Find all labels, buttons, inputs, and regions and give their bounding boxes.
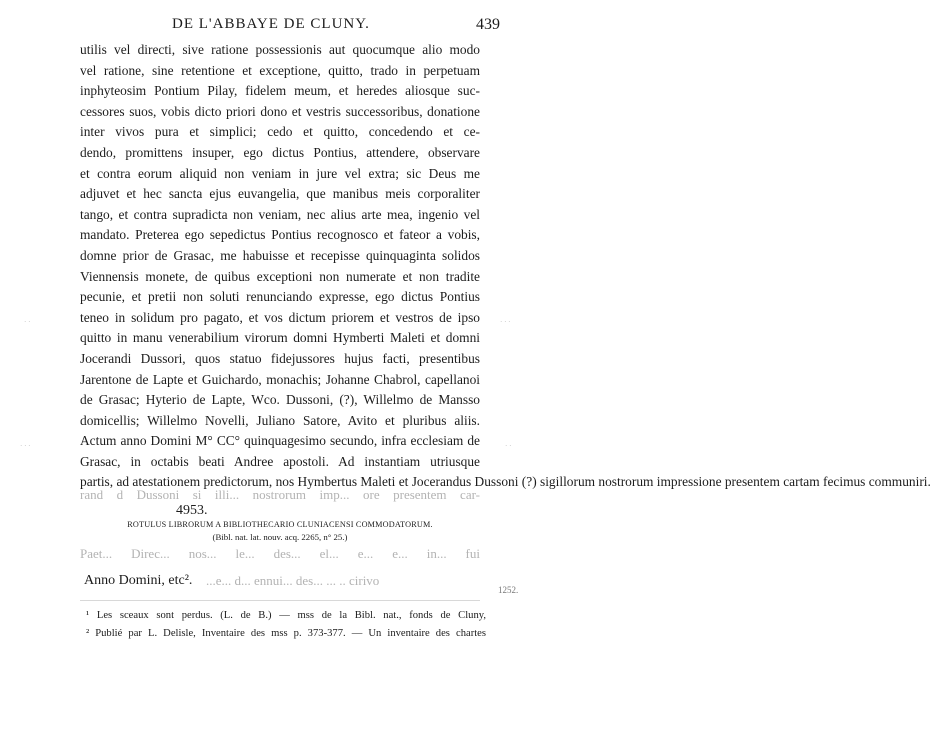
text-line: inter vivos pura et simplici; cedo et quitto, concedendo et ce- — [80, 124, 480, 140]
text-line: cessores suos, vobis dicto priori dono et vestris successoribus, donatione — [80, 103, 480, 119]
margin-speck: · · · — [500, 318, 511, 326]
text-line: et contra eorum aliquid non veniam in jure vel extra; sic Deus me — [80, 165, 480, 181]
text-line: teneo in solidum pro pagato, et vos dictum priorem et vestros de ipso — [80, 309, 480, 325]
text-line: utilis vel directi, sive ratione possessionis aut quocumque alio modo — [80, 42, 480, 57]
text-line: domicellis; Willelmo Novelli, Juliano Satore, Avito et pluribus aliis. — [80, 412, 480, 428]
text-line: Grasac, in octabis beati Andree apostoli. Ad instantiam utriusque — [80, 453, 480, 469]
document-source-reference: (Bibl. nat. lat. nouv. acq. 2265, n° 25.) — [212, 532, 348, 542]
footnote-2: ² Publié par L. Delisle, Inventaire des mss p. 373-377. — Un inventaire des chartes — [86, 628, 486, 639]
page-header — [60, 16, 500, 38]
text-line: partis, ad atestationem predictorum, nos Hymbertus Maleti et Jocerandus Dussoni (?) sigillorum nostrorum impressione presentem cartam fecimus communiri. — [80, 474, 931, 490]
text-line: Jocerandi Dussori, quos statuo fidejussores hujus facti, presentibus — [80, 350, 480, 366]
text-line: quitto in manu venerabilium virorum domni Hymberti Maleti et domni — [80, 330, 480, 346]
faded-show-through-line: rand d Dussoni si illi... nostrorum imp... ore presentem car- — [80, 487, 480, 502]
text-line: pecunie, et pretii non soluti renunciando expresse, ego dictus Pontius — [80, 289, 480, 305]
text-line: vel ratione, sine retentione et exceptione, quitto, trado in perpetuam — [80, 62, 480, 78]
margin-speck: · · · — [20, 442, 31, 450]
faded-show-through-line: Paet... Direc... nos... le... des... el... e... e... in... fui — [80, 546, 480, 561]
footnote-1: ¹ Les sceaux sont perdus. (L. de B.) — mss de la Bibl. nat., fonds de Cluny, — [86, 610, 486, 621]
text-line: tango, et contra supradicta non veniam, nec alius arte mea, ingenio vel — [80, 206, 480, 222]
margin-speck: · · — [505, 442, 512, 450]
text-line: inphyteosim Pontium Pilay, fidelem meum, et heredes aliosque suc- — [80, 83, 480, 99]
text-line: de Grasac; Hyterio de Lapte, Wco. Dussoni, (?), Willelmo de Mansso — [80, 392, 480, 408]
margin-note: 1252. — [498, 585, 519, 595]
text-line: Viennensis monete, de quibus exceptioni non numerate et non tradite — [80, 268, 480, 284]
document-number: 4953. — [176, 503, 208, 518]
text-line: adjuvet et hec sancta ejus euvangelia, que manibus meis corporaliter — [80, 186, 480, 202]
text-line: dendo, promittens insuper, ego dictus Pontius, attendere, observare — [80, 144, 480, 160]
page-number: 439 — [476, 16, 500, 33]
charter-text — [80, 40, 931, 493]
footnote-divider — [80, 600, 480, 601]
margin-speck: · · — [24, 318, 31, 326]
document-rubric: ROTULUS LIBRORUM A BIBLIOTHECARIO CLUNIACENSI COMMODATORUM. — [127, 520, 433, 529]
running-title: DE L'ABBAYE DE CLUNY. — [172, 16, 370, 32]
text-line: mandato. Preterea ego sepedictus Pontius recognosco et fateor a vobis, — [80, 227, 480, 243]
text-line: Actum anno Domini M° CC° quinquagesimo secundo, infra ecclesiam de — [80, 433, 480, 449]
anno-domini-line: Anno Domini, etc². — [84, 573, 193, 588]
text-line: domne prior de Grasac, me habuisse et recepisse quinquaginta solidos — [80, 247, 480, 263]
text-line: Jarentone de Lapte et Guichardo, monachis; Johanne Chabrol, capellanoi — [80, 371, 480, 387]
faded-show-through-line: ...e... d... ennui... des... ... .. cirivo — [206, 573, 380, 588]
